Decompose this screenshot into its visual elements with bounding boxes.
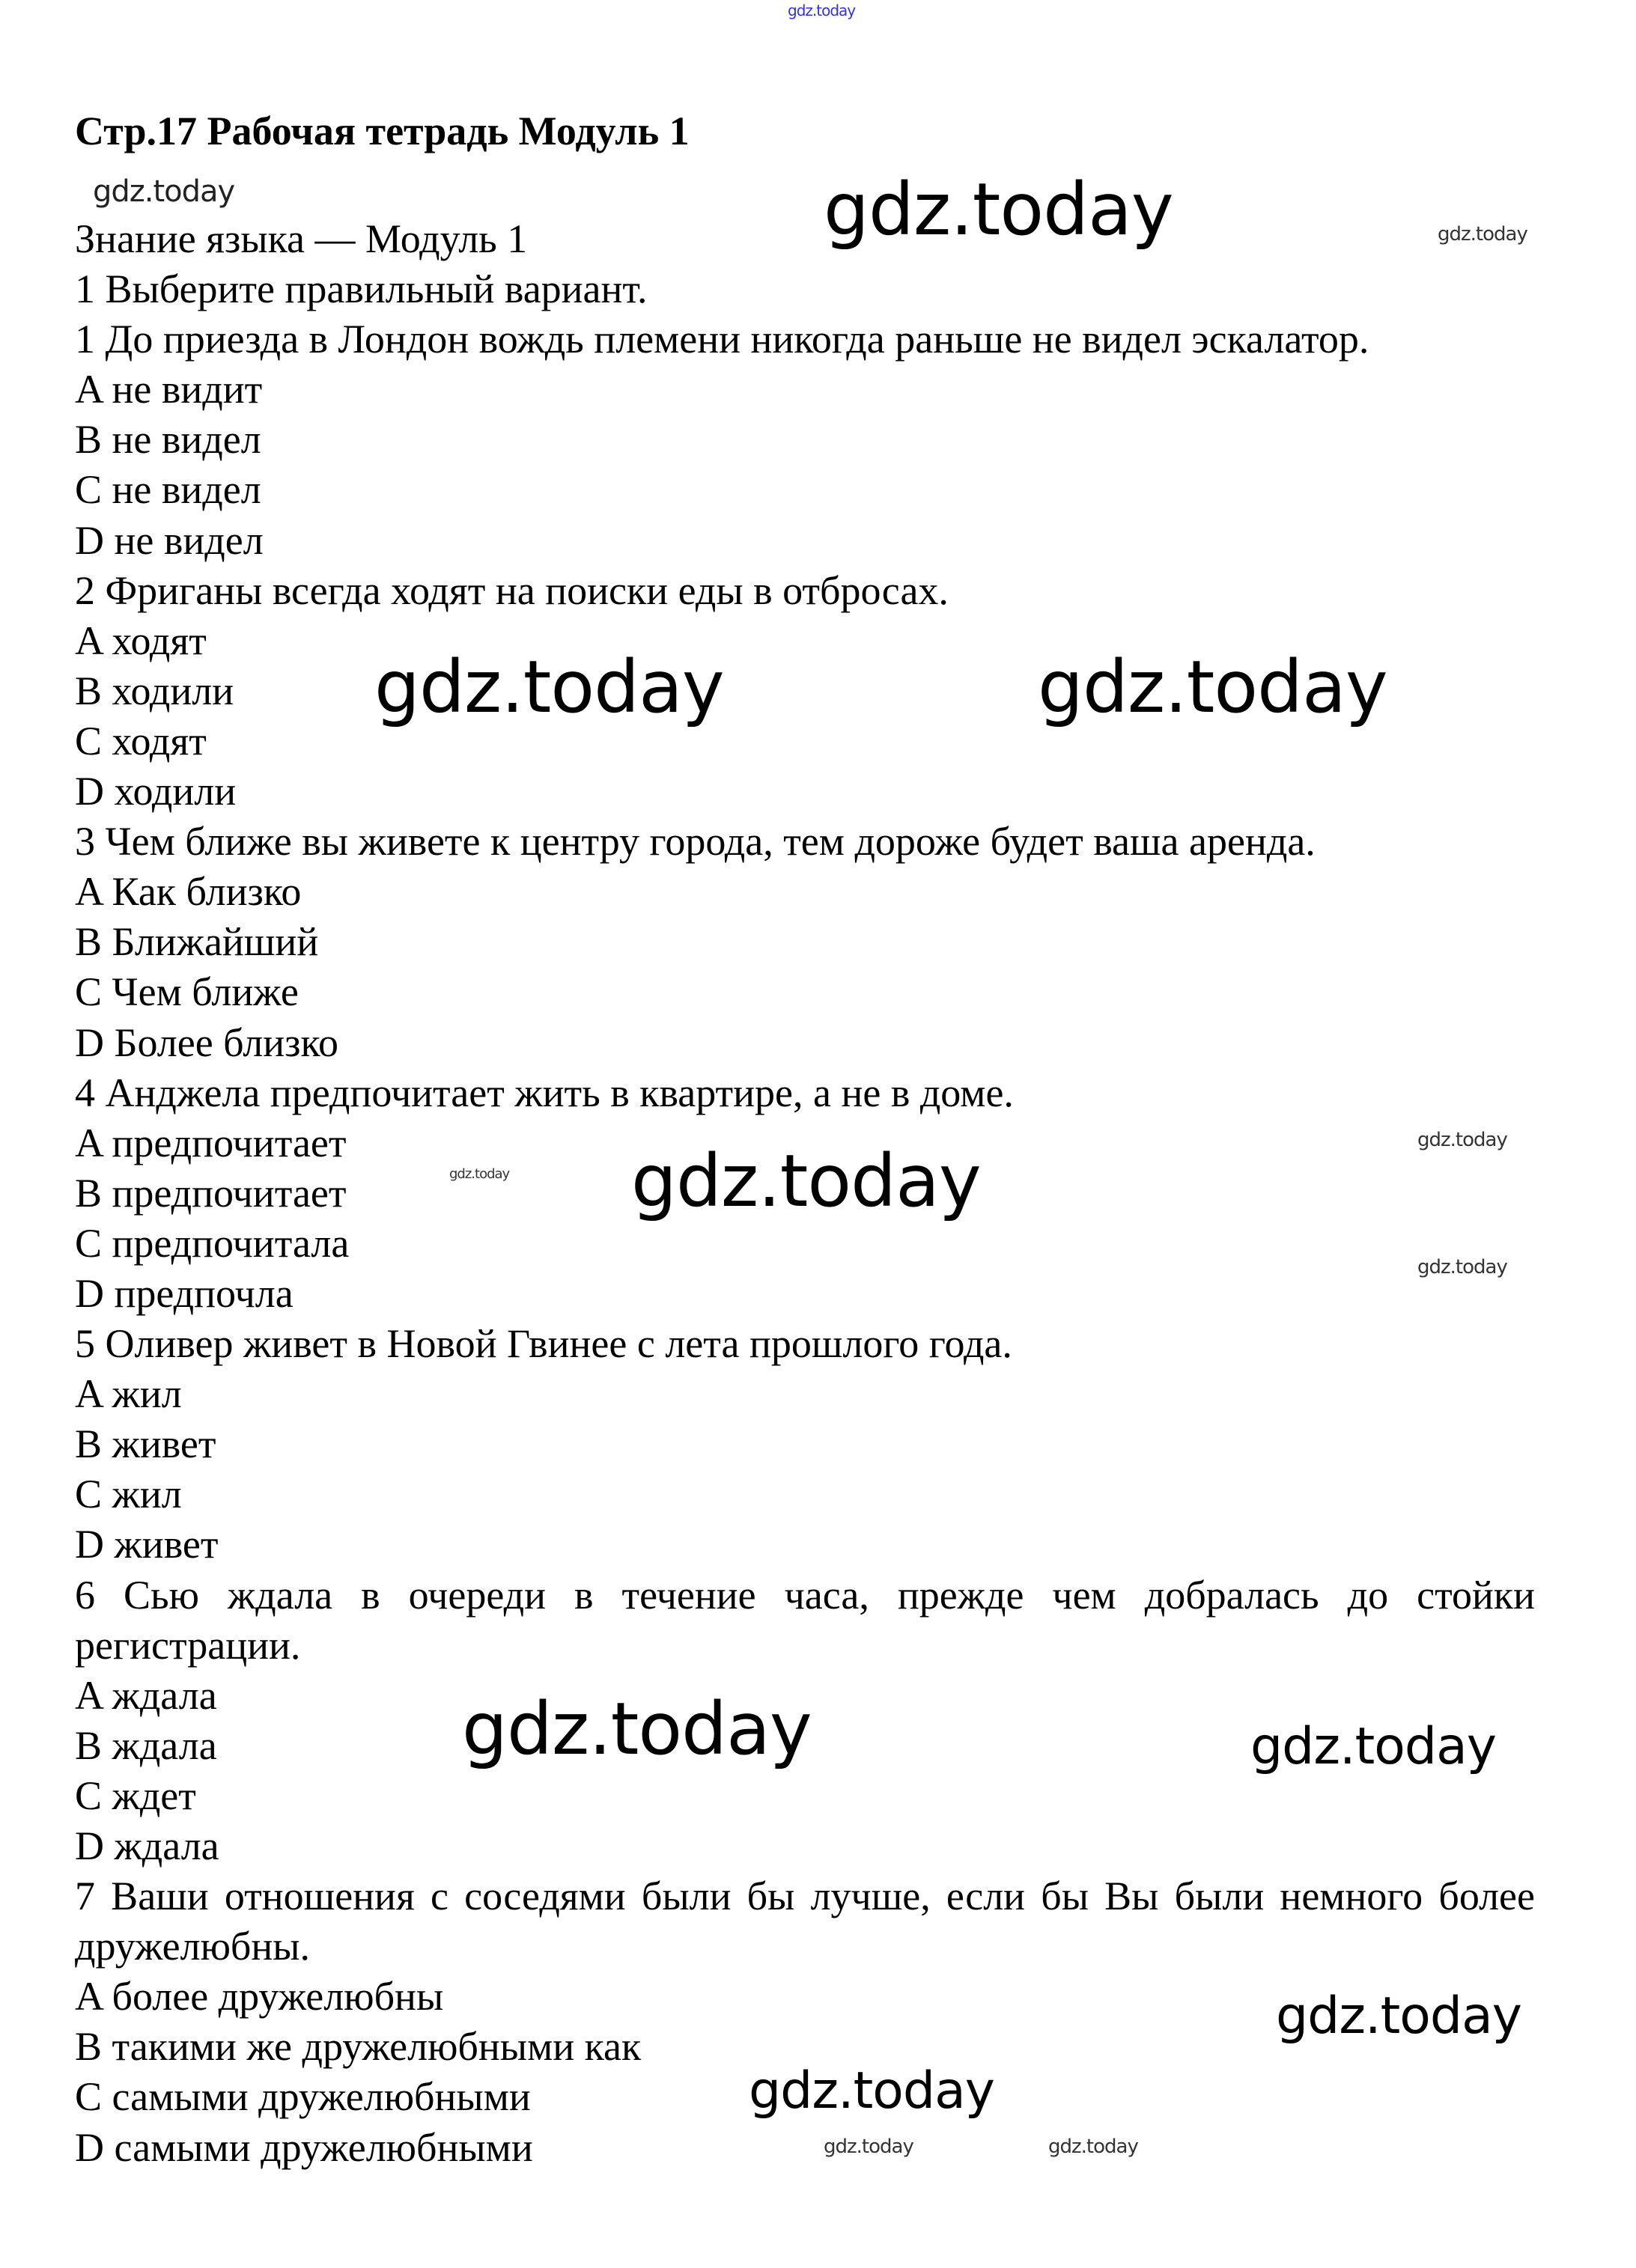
watermark: gdz.today xyxy=(1038,645,1387,729)
question-text: 1 До приезда в Лондон вождь племени никогда раньше не видел эскалатор. xyxy=(75,317,1369,362)
answer-option: C самыми дружелюбными xyxy=(75,2074,531,2120)
watermark: gdz.today xyxy=(788,1,856,19)
answer-option: C не видел xyxy=(75,467,261,513)
answer-option: C Чем ближе xyxy=(75,969,299,1015)
watermark: gdz.today xyxy=(449,1166,510,1182)
question-text: 6 Сью ждала в очереди в течение часа, прежде чем добралась до стойки регистрации. xyxy=(75,1572,1535,1668)
question-text: 7 Ваши отношения с соседями были бы лучше, если бы Вы были немного более дружелюбны. xyxy=(75,1874,1535,1969)
answer-option: A жил xyxy=(75,1371,182,1417)
answer-option: C предпочитала xyxy=(75,1220,350,1266)
answer-option: A ходят xyxy=(75,618,207,663)
question-text: 2 Фриганы всегда ходят на поиски еды в отбросах. xyxy=(75,567,949,613)
watermark: gdz.today xyxy=(462,1687,812,1771)
watermark: gdz.today xyxy=(1438,223,1527,246)
answer-option: D Более близко xyxy=(75,1019,338,1065)
watermark: gdz.today xyxy=(824,168,1173,252)
answer-option: B не видел xyxy=(75,417,261,463)
answer-option: D самыми дружелюбными xyxy=(75,2124,533,2170)
watermark: gdz.today xyxy=(1417,1129,1507,1151)
answer-option: B ходили xyxy=(75,668,234,713)
answer-option: B предпочитает xyxy=(75,1170,347,1216)
watermark: gdz.today xyxy=(1250,1717,1496,1776)
watermark: gdz.today xyxy=(1048,2136,1138,2158)
watermark: gdz.today xyxy=(93,174,235,209)
answer-option: B живет xyxy=(75,1421,216,1467)
answer-option: D живет xyxy=(75,1522,219,1567)
answer-option: B ждала xyxy=(75,1722,217,1768)
answer-option: C жил xyxy=(75,1472,182,1517)
answer-option: C ждет xyxy=(75,1772,196,1818)
watermark: gdz.today xyxy=(374,645,724,729)
answer-option: A Как близко xyxy=(75,869,302,915)
answer-option: D ходили xyxy=(75,769,237,814)
answer-option: B такими же дружелюбными как xyxy=(75,2024,642,2070)
answer-option: C ходят xyxy=(75,718,207,763)
answer-option: A предпочитает xyxy=(75,1120,347,1165)
watermark: gdz.today xyxy=(631,1139,981,1223)
watermark: gdz.today xyxy=(749,2061,994,2121)
question-text: 3 Чем ближе вы живете к центру города, тем дороже будет ваша аренда. xyxy=(75,819,1316,865)
watermark: gdz.today xyxy=(1276,1987,1521,2046)
watermark: gdz.today xyxy=(1417,1256,1507,1278)
section-heading: Знание языка — Модуль 1 xyxy=(75,216,528,261)
answer-option: A ждала xyxy=(75,1672,217,1718)
answer-option: D ждала xyxy=(75,1823,219,1868)
question-list xyxy=(75,314,1535,2172)
answer-option: B Ближайший xyxy=(75,919,319,965)
answer-option: D предпочла xyxy=(75,1270,294,1316)
question-text: 4 Анджела предпочитает жить в квартире, а не в доме. xyxy=(75,1070,1014,1115)
page-title: Стр.17 Рабочая тетрадь Модуль 1 xyxy=(75,109,690,153)
answer-option: A более дружелюбны xyxy=(75,1974,444,2019)
watermark: gdz.today xyxy=(824,2136,913,2158)
answer-option: A не видит xyxy=(75,367,263,412)
answer-option: D не видел xyxy=(75,517,264,563)
question-text: 5 Оливер живет в Новой Гвинее с лета прошлого года. xyxy=(75,1321,1012,1367)
task-instruction: 1 Выберите правильный вариант. xyxy=(75,266,648,312)
